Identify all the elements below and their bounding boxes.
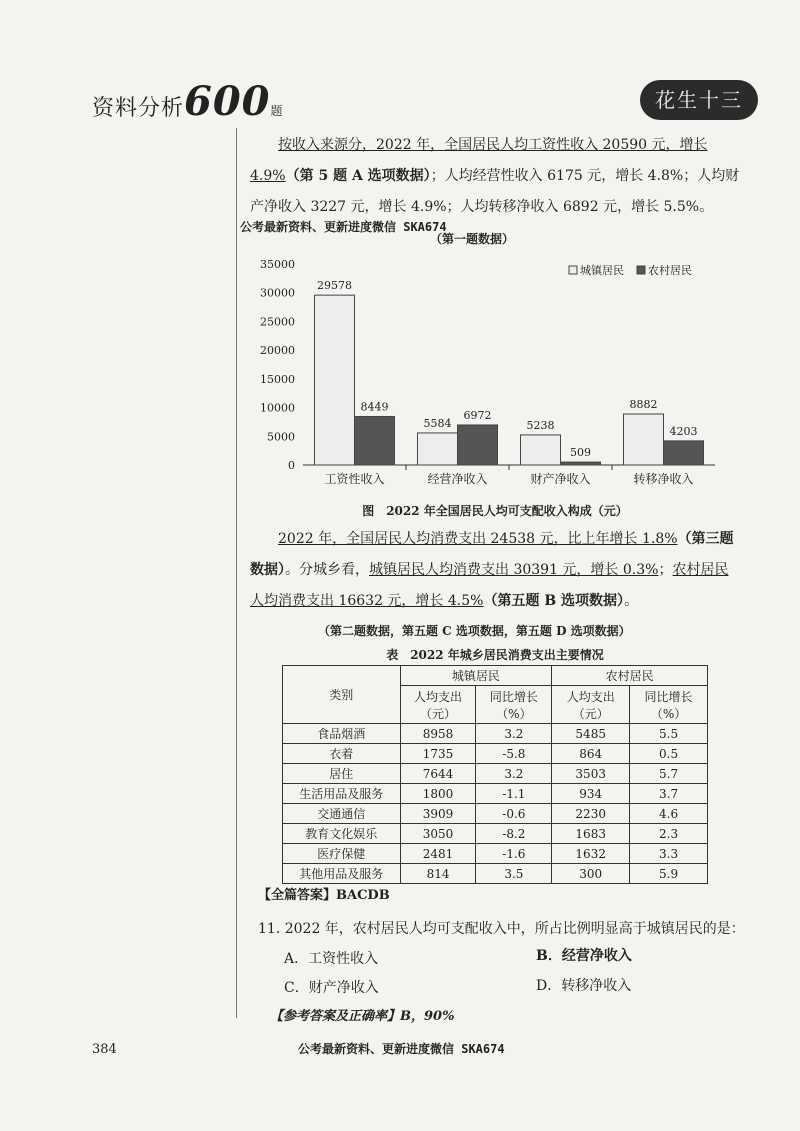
bar-urban <box>418 433 458 465</box>
table-cell: 3.7 <box>630 784 708 804</box>
table-row <box>283 824 708 844</box>
intro-paragraph <box>250 130 740 223</box>
watermark-bottom: 公考最新资料、更新进度微信 SKA674 <box>298 1042 505 1056</box>
table-cell: 3503 <box>552 764 630 784</box>
intro-sentence: 按收入来源分，2022 年，全国居民人均工资性收入 20590 元，增长 4.9% <box>250 137 708 184</box>
book-title-number: 600 <box>184 78 271 125</box>
legend-label: 农村居民 <box>648 264 692 277</box>
intro-rest: ；人均经营性收入 6175 元，增长 4.8%；人均财产净收入 3227 元，增长 4.9%；人均转移净收入 6892 元，增长 5.5%。 <box>250 168 740 215</box>
table-row <box>283 724 708 744</box>
y-tick-label: 0 <box>288 459 295 472</box>
consumption-note-q3: （第三题数据） <box>250 531 734 578</box>
option-d: D．转移净收入 <box>536 978 632 994</box>
consumption-paragraph <box>250 524 740 617</box>
table-cell: 2.3 <box>630 824 708 844</box>
brand-logo <box>640 80 758 120</box>
consumption-national: 2022 年，全国居民人均消费支出 24538 元，比上年增长 1.8% <box>278 531 678 547</box>
header-urban-growth <box>476 686 552 724</box>
consumption-rural: 农村居民人均消费支出 16632 元，增长 4.5% <box>250 562 729 609</box>
consumption-text-a: 。分城乡看， <box>285 562 369 578</box>
table-row <box>283 864 708 884</box>
consumption-text-c: 。 <box>624 593 639 609</box>
header-urban-spend <box>400 686 476 724</box>
table-cell: 3050 <box>400 824 476 844</box>
table-cell: 300 <box>552 864 630 884</box>
page-number: 384 <box>92 1042 117 1057</box>
y-tick-label: 30000 <box>260 286 295 300</box>
table-cell: -1.6 <box>476 844 552 864</box>
reference-answer: 【参考答案及正确率】B，90% <box>270 1009 455 1024</box>
option-c: C．财产净收入 <box>284 980 379 996</box>
bar-value-label: 8882 <box>629 397 658 411</box>
header-rural-spend <box>552 686 630 724</box>
question-11 <box>258 918 745 938</box>
header-urban-spend-label: 人均支出 <box>414 689 463 704</box>
book-title-suffix: 题 <box>270 104 284 118</box>
table-cell: 5485 <box>552 724 630 744</box>
table-cell: 生活用品及服务 <box>283 784 401 804</box>
bar-rural <box>355 416 395 465</box>
bar-value-label: 4203 <box>669 424 698 438</box>
table-cell: 教育文化娱乐 <box>283 824 401 844</box>
legend-swatch-rural <box>637 266 645 274</box>
table-cell: 医疗保健 <box>283 844 401 864</box>
header-rural-spend-label: 人均支出 <box>566 689 615 704</box>
consumption-note-q5b: （第五题 B 选项数据） <box>483 593 625 609</box>
table-cell: -8.2 <box>476 824 552 844</box>
header-urban-spend-unit: （元） <box>420 706 457 721</box>
bar-urban <box>624 414 664 465</box>
header-rural-spend-unit: （元） <box>572 706 609 721</box>
book-title <box>92 78 284 125</box>
table-cell: 864 <box>552 744 630 764</box>
table-cell: 2230 <box>552 804 630 824</box>
bar-value-label: 6972 <box>463 408 492 422</box>
table-cell: 1632 <box>552 844 630 864</box>
bar-urban <box>521 435 561 465</box>
q1-data-label: （第一题数据） <box>430 232 515 246</box>
table-cell: 3.3 <box>630 844 708 864</box>
table-cell: 3.2 <box>476 764 552 784</box>
table-row <box>283 764 708 784</box>
table-cell: 814 <box>400 864 476 884</box>
table-cell: 3909 <box>400 804 476 824</box>
y-tick-label: 25000 <box>260 315 295 329</box>
y-tick-label: 10000 <box>260 401 295 415</box>
table-cell: 0.5 <box>630 744 708 764</box>
all-answers: 【全篇答案】BACDB <box>258 888 390 903</box>
table-caption: 表 2022 年城乡居民消费支出主要情况 <box>386 648 604 662</box>
watermark-top: 公考最新资料、更新进度微信 SKA674 <box>240 220 447 234</box>
x-tick-label: 经营净收入 <box>427 472 488 486</box>
header-rural-growth-unit: （%） <box>650 706 687 721</box>
x-tick-label: 工资性收入 <box>324 472 385 486</box>
consumption-urban: 城镇居民人均消费支出 30391 元，增长 0.3% <box>369 562 659 578</box>
consumption-text-b: ； <box>658 562 673 578</box>
y-tick-label: 20000 <box>260 344 295 358</box>
bar-value-label: 5584 <box>423 416 452 430</box>
table-cell: 衣着 <box>283 744 401 764</box>
header-rural-growth-label: 同比增长 <box>644 689 693 704</box>
y-tick-label: 15000 <box>260 372 295 386</box>
table-row <box>283 784 708 804</box>
income-bar-chart <box>255 250 735 512</box>
bar-value-label: 29578 <box>317 279 352 293</box>
table-cell: 居住 <box>283 764 401 784</box>
table-cell: -5.8 <box>476 744 552 764</box>
header-urban: 城镇居民 <box>400 666 552 686</box>
table-cell: 1735 <box>400 744 476 764</box>
bar-rural <box>561 462 601 465</box>
table-cell: 4.6 <box>630 804 708 824</box>
table-cell: 1683 <box>552 824 630 844</box>
bar-rural <box>664 441 704 465</box>
margin-rule <box>236 128 237 1018</box>
header-rural-growth <box>630 686 708 724</box>
table-cell: 3.2 <box>476 724 552 744</box>
table-cell: 5.5 <box>630 724 708 744</box>
book-title-prefix: 资料分析 <box>92 96 185 121</box>
option-b: B．经营净收入 <box>536 948 632 964</box>
table-row <box>283 844 708 864</box>
header-urban-growth-label: 同比增长 <box>489 689 538 704</box>
table-cell: 7644 <box>400 764 476 784</box>
x-tick-label: 转移净收入 <box>633 472 694 486</box>
table-cell: 5.9 <box>630 864 708 884</box>
table-cell: 1800 <box>400 784 476 804</box>
bar-value-label: 5238 <box>526 418 555 432</box>
consumption-table <box>282 665 708 884</box>
question-text: 2022 年，农村居民人均可支配收入中，所占比例明显高于城镇居民的是： <box>284 921 745 937</box>
table-cell: 交通通信 <box>283 804 401 824</box>
bar-rural <box>458 425 498 465</box>
x-tick-label: 财产净收入 <box>530 472 591 486</box>
table-row <box>283 804 708 824</box>
legend-swatch-urban <box>569 266 577 274</box>
option-a: A．工资性收入 <box>284 951 379 967</box>
question-number: 11. <box>258 921 281 937</box>
brand-logo-text: 花生十三 <box>655 88 743 112</box>
table-cell: 3.5 <box>476 864 552 884</box>
bar-urban <box>315 295 355 465</box>
table-cell: 934 <box>552 784 630 804</box>
table-cell: 5.7 <box>630 764 708 784</box>
header-category: 类别 <box>283 666 401 724</box>
table-cell: 食品烟酒 <box>283 724 401 744</box>
table-row <box>283 744 708 764</box>
header-urban-growth-unit: （%） <box>496 706 532 721</box>
table-cell: -0.6 <box>476 804 552 824</box>
y-tick-label: 35000 <box>260 258 295 271</box>
bar-value-label: 8449 <box>360 400 389 414</box>
table-cell: 8958 <box>400 724 476 744</box>
table-cell: 2481 <box>400 844 476 864</box>
table-data-note: （第二题数据，第五题 C 选项数据，第五题 D 选项数据） <box>318 624 631 638</box>
header-rural: 农村居民 <box>552 666 708 686</box>
bar-value-label: 509 <box>570 446 591 460</box>
legend-label: 城镇居民 <box>580 264 624 277</box>
y-tick-label: 5000 <box>267 430 295 444</box>
table-cell: -1.1 <box>476 784 552 804</box>
chart-title: 图 2022 年全国居民人均可支配收入构成（元） <box>362 504 628 518</box>
table-cell: 其他用品及服务 <box>283 864 401 884</box>
intro-note: （第 5 题 A 选项数据） <box>285 168 431 184</box>
